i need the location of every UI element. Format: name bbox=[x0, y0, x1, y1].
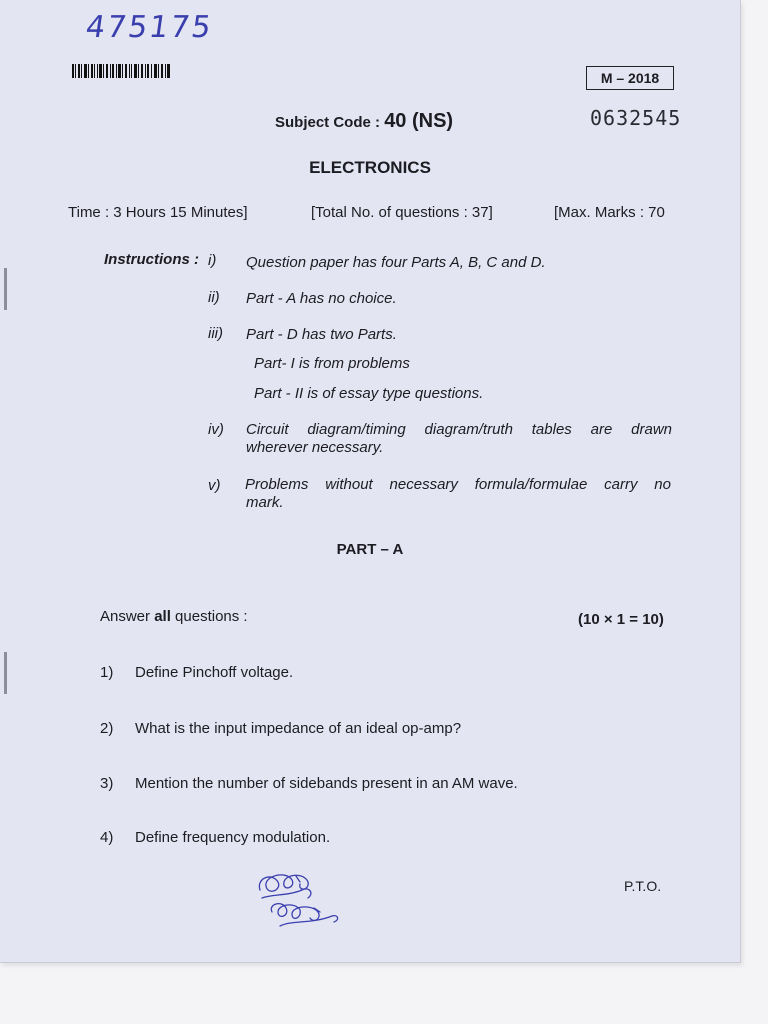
instruction-text: Part - D has two Parts. bbox=[246, 326, 397, 343]
serial-number: 0632545 bbox=[590, 106, 682, 130]
answer-emphasis: all bbox=[154, 608, 171, 625]
instruction-text: Question paper has four Parts A, B, C and D. bbox=[246, 254, 546, 271]
instruction-number: v) bbox=[208, 477, 221, 494]
handwritten-number: 475175 bbox=[83, 10, 215, 45]
instruction-number: iii) bbox=[208, 325, 223, 342]
instruction-text-continued: mark. bbox=[246, 494, 284, 511]
instruction-number: iv) bbox=[208, 421, 224, 438]
subject-code-label: Subject Code : bbox=[275, 114, 381, 131]
subject-code-value: 40 (NS) bbox=[384, 110, 454, 132]
answer-prefix: Answer bbox=[100, 608, 155, 625]
max-marks: [Max. Marks : 70 bbox=[554, 204, 665, 221]
question-number: 3) bbox=[100, 775, 114, 792]
instruction-text: Part - A has no choice. bbox=[246, 290, 397, 307]
instruction-text: Circuit diagram/timing diagram/truth tables are drawn bbox=[246, 421, 672, 438]
please-turn-over: P.T.O. bbox=[624, 878, 662, 894]
instructions-label: Instructions : bbox=[104, 251, 200, 268]
question-text: Define frequency modulation. bbox=[135, 829, 331, 846]
answer-suffix: questions : bbox=[170, 608, 248, 625]
instruction-text: Problems without necessary formula/formulae carry no bbox=[245, 476, 671, 493]
question-number: 2) bbox=[100, 720, 114, 737]
subject-title: ELECTRONICS bbox=[309, 158, 431, 177]
signature-scribble bbox=[252, 868, 344, 936]
binding-mark bbox=[4, 652, 7, 694]
question-text: Define Pinchoff voltage. bbox=[135, 664, 294, 681]
answer-instruction bbox=[100, 608, 248, 625]
total-questions: [Total No. of questions : 37] bbox=[311, 204, 493, 221]
question-number: 4) bbox=[100, 829, 114, 846]
instruction-number: i) bbox=[208, 252, 217, 269]
part-a-heading: PART – A bbox=[336, 541, 404, 558]
question-number: 1) bbox=[100, 664, 114, 681]
instruction-subtext: Part- I is from problems bbox=[254, 355, 410, 372]
instruction-text-continued: wherever necessary. bbox=[246, 439, 384, 456]
subject-code bbox=[275, 110, 453, 133]
exam-session-box: M – 2018 bbox=[586, 66, 674, 90]
instruction-number: ii) bbox=[208, 289, 220, 306]
barcode bbox=[72, 64, 170, 78]
marks-allocation: (10 × 1 = 10) bbox=[578, 611, 664, 628]
question-text: Mention the number of sidebands present in an AM wave. bbox=[135, 775, 518, 792]
instruction-subtext: Part - II is of essay type questions. bbox=[254, 385, 484, 402]
time-allowed: Time : 3 Hours 15 Minutes] bbox=[68, 204, 248, 221]
binding-mark bbox=[4, 268, 7, 310]
question-text: What is the input impedance of an ideal op-amp? bbox=[135, 720, 462, 737]
